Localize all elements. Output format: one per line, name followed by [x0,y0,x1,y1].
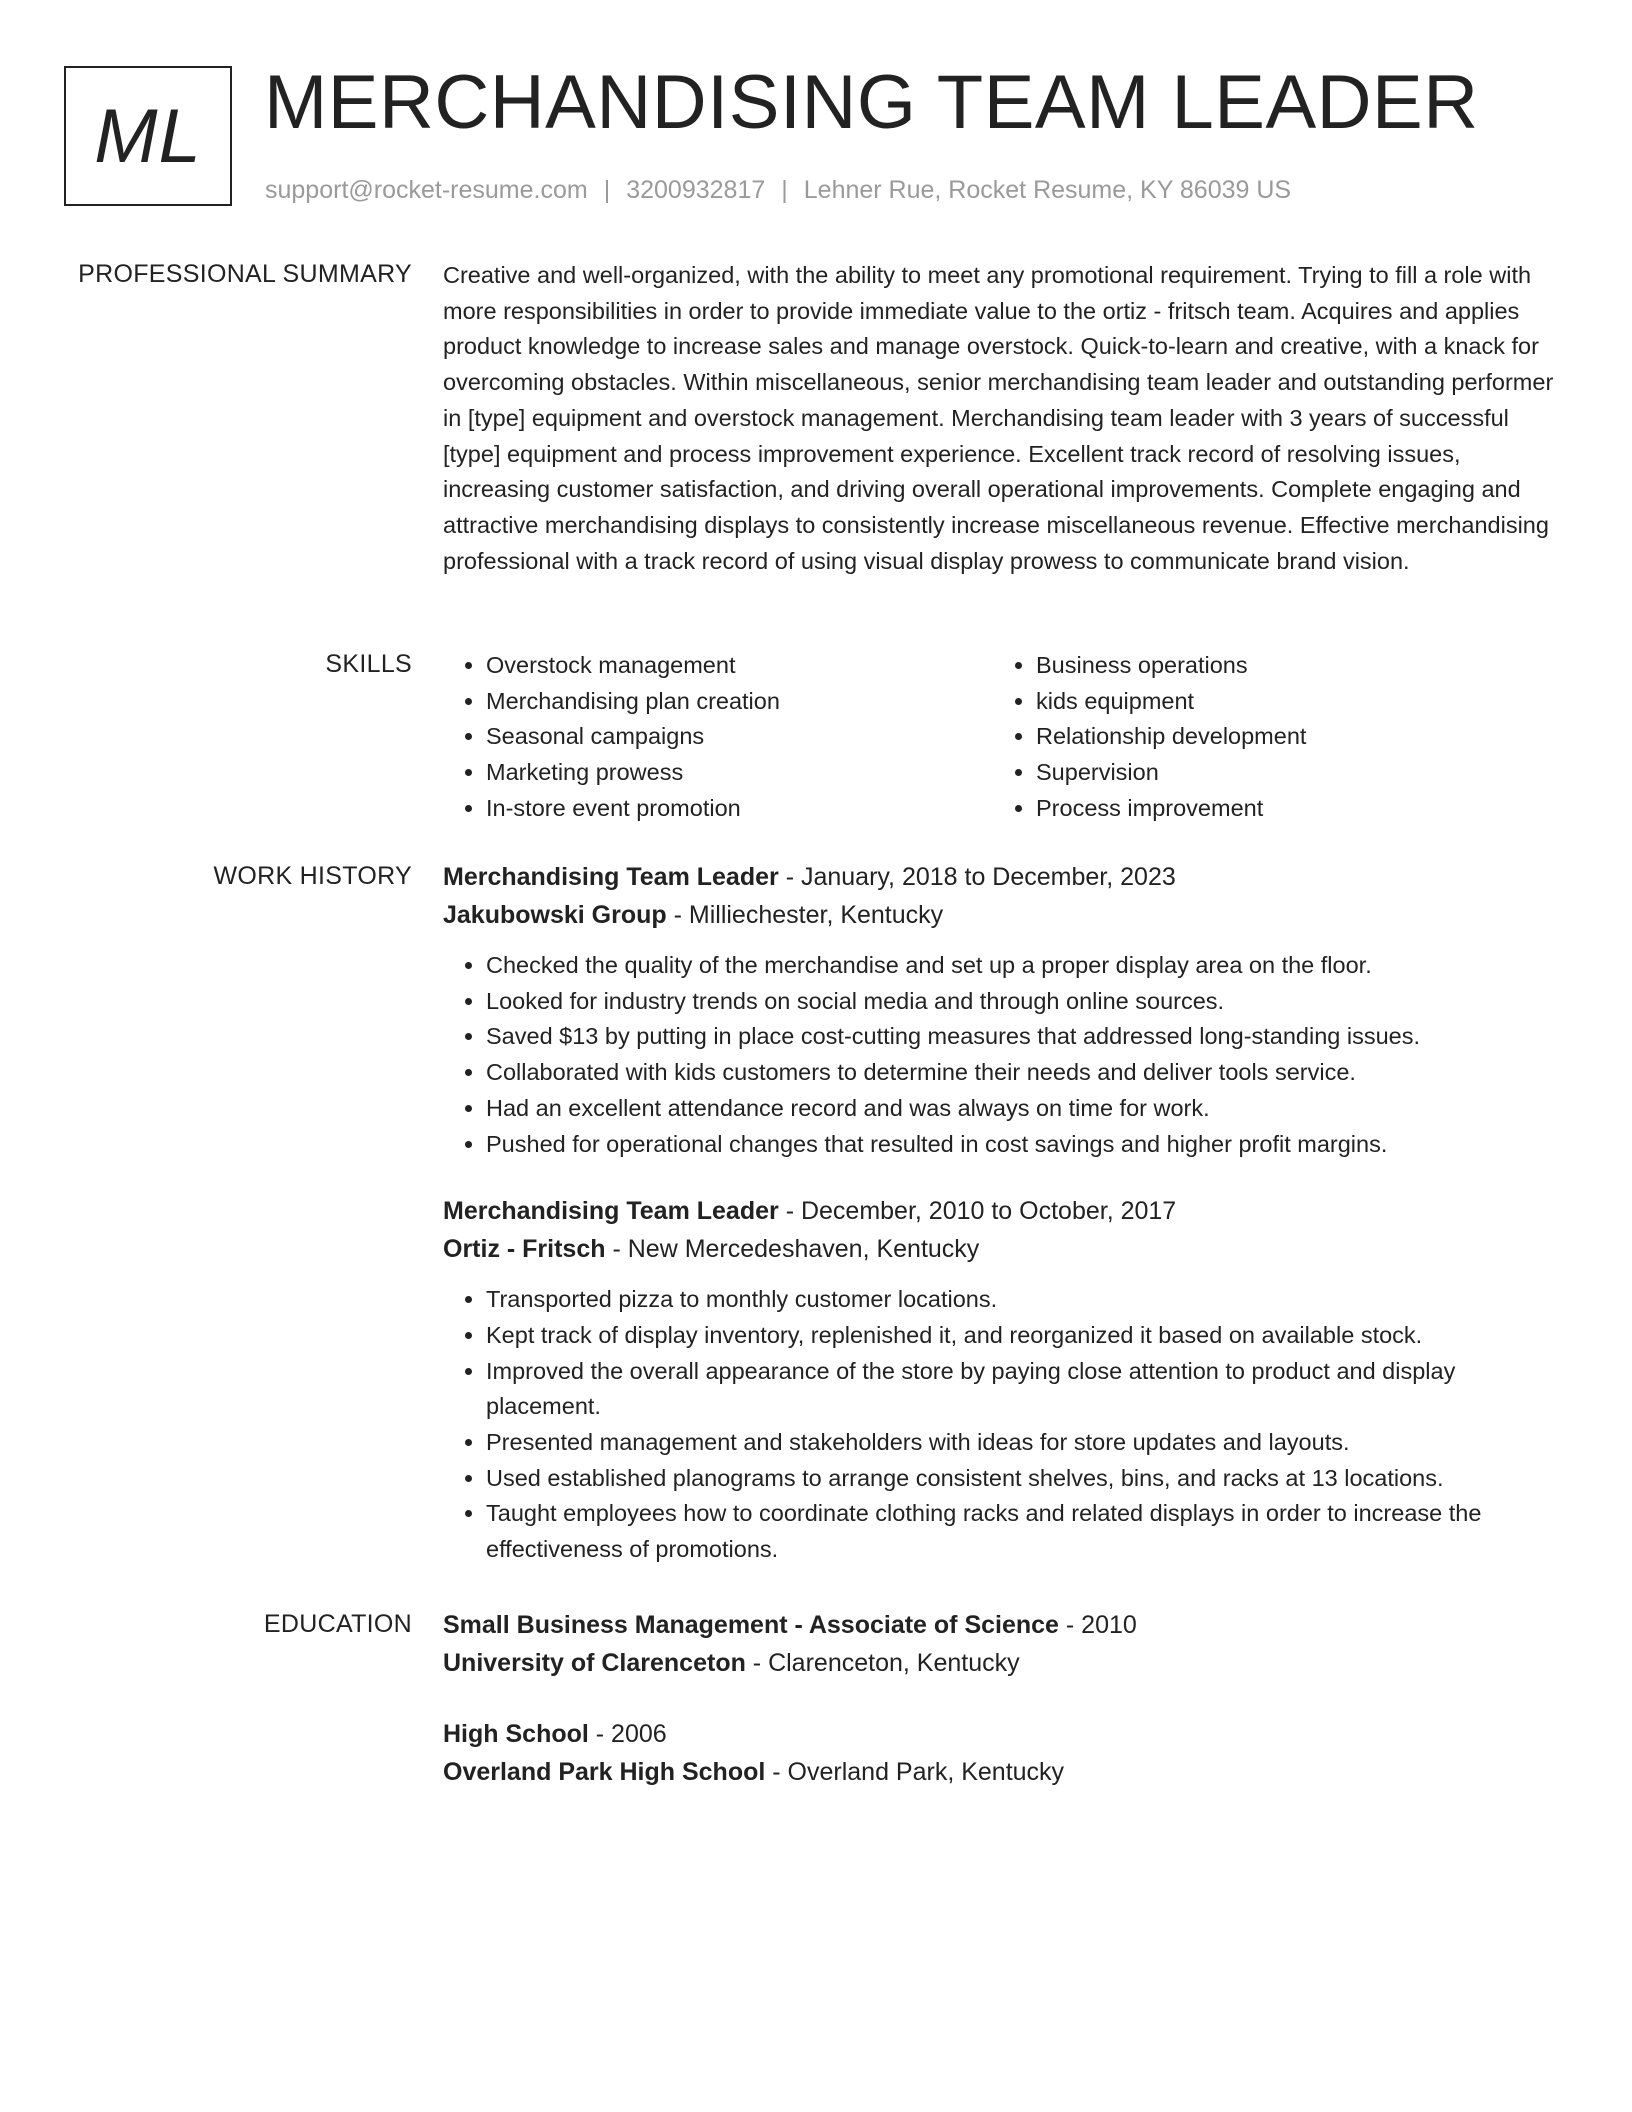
section-label-skills: SKILLS [325,650,412,678]
job-bullet: • Looked for industry trends on social media and through online sources. [486,984,1568,1020]
job-bullet: • Pushed for operational changes that resulted in cost savings and higher profit margins. [486,1127,1568,1163]
skill-item: • kids equipment [1036,684,1543,720]
job-bullets [443,1282,1568,1568]
education-location: - Overland Park, Kentucky [765,1758,1065,1786]
monogram-logo: ML [64,66,232,206]
job-company: Ortiz - Fritsch [443,1235,606,1264]
skill-item: • Seasonal campaigns [486,719,993,755]
skill-item: • In-store event promotion [486,791,993,827]
skills-body [443,648,1568,827]
job-title: Merchandising Team Leader [443,1197,779,1226]
summary-body [443,258,1568,579]
skills-grid [443,648,1543,827]
work-body [443,858,1568,1568]
education-year: - 2010 [1058,1611,1137,1639]
job-bullets [443,948,1568,1162]
education-school: University of Clarenceton [443,1649,746,1677]
job-company: Jakubowski Group [443,901,667,929]
job-heading [443,858,1568,896]
job-bullet: • Improved the overall appearance of the store by paying close attention to product and display placement. [486,1354,1568,1425]
job-bullet: • Presented management and stakeholders with ideas for store updates and layouts. [486,1425,1568,1461]
education-degree: High School [443,1720,589,1748]
education-degree-line [443,1606,1568,1644]
contact-line [265,174,1291,206]
skill-item: • Marketing prowess [486,755,993,791]
education-school-line [443,1753,1568,1791]
education-degree: Small Business Management - Associate of Science [443,1611,1059,1639]
job-title: Merchandising Team Leader [443,863,779,891]
section-label-summary: PROFESSIONAL SUMMARY [78,260,412,288]
job-bullet: • Checked the quality of the merchandise and set up a proper display area on the floor. [486,948,1568,984]
job-company-line [443,896,1568,934]
job-bullet: • Transported pizza to monthly customer locations. [486,1282,1568,1318]
section-label-education: EDUCATION [263,1610,412,1638]
section-label-work: WORK HISTORY [213,862,412,890]
job-entry [443,1192,1568,1568]
education-entry [443,1715,1568,1791]
page-title: MERCHANDISING TEAM LEADER [264,60,1479,145]
job-entry [443,858,1568,1162]
skills-list-right [993,648,1543,827]
job-bullet: • Taught employees how to coordinate clothing racks and related displays in order to increase the effectiveness of promotions. [486,1496,1568,1567]
summary-text: Creative and well-organized, with the ability to meet any promotional requirement. Trying to fill a role with more responsibilities in order to provide immediate value to the ortiz - fritsch team. Acquires and applies product knowledge to increase sales and manage overstock. Quick-to-learn and creative, with a knack for overcoming obstacles. Within miscellaneous, senior merchandising team leader and outstanding performer in [type] equipment and overstock management. Merchandising team leader with 3 years of successful [type] equipment and process improvement experience. Excellent track record of resolving issues, increasing customer satisfaction, and driving overall operational improvements. Complete engaging and attractive merchandising displays to consistently increase miscellaneous revenue. Effective merchandising professional with a track record of using visual display prowess to communicate brand vision. [443,262,1554,574]
job-bullet: • Saved $13 by putting in place cost-cutting measures that addressed long-standing issues. [486,1019,1568,1055]
education-location: - Clarenceton, Kentucky [745,1649,1020,1677]
skills-list-left [443,648,993,827]
job-location: - Milliechester, Kentucky [666,901,944,929]
contact-email[interactable]: support@rocket-resume.com [265,176,588,204]
contact-separator: | [603,176,611,204]
job-bullet: • Collaborated with kids customers to determine their needs and deliver tools service. [486,1055,1568,1091]
job-dates: - December, 2010 to October, 2017 [778,1197,1177,1226]
job-bullet: • Kept track of display inventory, replenished it, and reorganized it based on available stock. [486,1318,1568,1354]
education-school-line [443,1644,1568,1682]
job-bullet: • Had an excellent attendance record and was always on time for work. [486,1091,1568,1127]
skill-item: • Business operations [1036,648,1543,684]
education-body [443,1606,1568,1791]
contact-separator: | [781,176,788,204]
skill-item: • Supervision [1036,755,1543,791]
job-heading [443,1192,1568,1230]
skill-item: • Overstock management [486,648,993,684]
job-company-line [443,1230,1568,1268]
job-dates: - January, 2018 to December, 2023 [778,863,1176,891]
contact-address: Lehner Rue, Rocket Resume, KY 86039 US [803,176,1292,204]
skill-item: • Merchandising plan creation [486,684,993,720]
education-degree-line [443,1715,1568,1753]
contact-phone[interactable]: 3200932817 [626,176,766,204]
job-bullet: • Used established planograms to arrange consistent shelves, bins, and racks at 13 locations. [486,1461,1568,1497]
skill-item: • Process improvement [1036,791,1543,827]
education-year: - 2006 [588,1720,667,1748]
skill-item: • Relationship development [1036,719,1543,755]
education-school: Overland Park High School [443,1758,766,1786]
education-entry [443,1606,1568,1682]
job-location: - New Mercedeshaven, Kentucky [605,1235,980,1264]
